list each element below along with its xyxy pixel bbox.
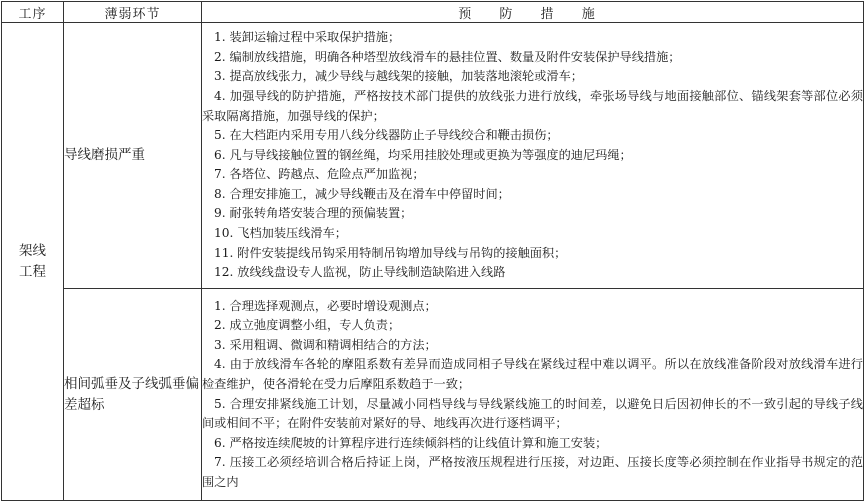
prevention-measures-table	[1, 1, 864, 501]
measure-item: 6. 严格按连续爬坡的计算程序进行连续倾斜档的让线值计算和施工安装；	[214, 435, 608, 450]
measure-item: 1. 合理选择观测点，必要时增设观测点；	[214, 298, 437, 313]
measure-item: 8. 合理安排施工，减少导线鞭击及在滑车中停留时间；	[214, 186, 510, 201]
weak-link-label: 相间弧垂及子线弧垂偏差超标	[64, 375, 199, 413]
measure-item: 7. 压接工必须经培训合格后持证上岗，严格按液压规程进行压接，对边距、压接长度等必须控制在作业指导书规定的范围之内	[202, 455, 863, 489]
measure-item: 6. 凡与导线接触位置的钢丝绳，均采用挂胶处理或更换为等强度的迪尼玛绳；	[214, 147, 632, 162]
header-weak-link: 薄弱环节	[64, 2, 202, 23]
measure-item: 2. 成立弛度调整小组，专人负责；	[214, 318, 401, 333]
measure-item: 3. 采用粗调、微调和精调相结合的方法；	[214, 337, 437, 352]
header-measures: 预 防 措 施	[202, 2, 864, 23]
weak-link-label: 导线磨损严重	[64, 147, 145, 163]
header-process: 工序	[2, 2, 64, 23]
process-name: 架线 工程	[19, 242, 46, 280]
measure-item: 2. 编制放线措施，明确各种塔型放线滑车的悬挂位置、数量及附件安装保护导线措施；	[214, 49, 681, 64]
measure-item: 12. 放线线盘设专人监视，防止导线制造缺陷进入线路	[214, 265, 506, 280]
measure-item: 4. 加强导线的防护措施，严格按技术部门提供的放线张力进行放线，牵张场导线与地面接触部位、锚线架套等部位必须采取隔离措施，加强导线的保护；	[202, 88, 863, 123]
table-row	[2, 23, 864, 289]
measure-item: 1. 装卸运输过程中采取保护措施；	[214, 30, 401, 45]
table-row	[2, 289, 864, 501]
measure-item: 9. 耐张转角塔安装合理的预偏装置；	[214, 206, 413, 221]
measure-item: 5. 在大档距内采用专用八线分线器防止子导线绞合和鞭击损伤；	[214, 128, 559, 143]
weak-link-cell	[64, 289, 202, 501]
measures-cell	[202, 289, 864, 501]
measure-item: 10. 飞档加装压线滑车；	[214, 226, 347, 241]
measure-item: 11. 附件安装提线吊钩采用特制吊钩增加导线与吊钩的接触面积；	[214, 245, 567, 260]
measures-cell	[202, 23, 864, 289]
measure-item: 3. 提高放线张力，减少导线与越线架的接触，加装落地滚轮或滑车；	[214, 69, 583, 84]
measure-item: 4. 由于放线滑车各轮的摩阻系数有差异而造成同相子导线在紧线过程中难以调平。所以在放线准备阶段对放线滑车进行检查维护，使各滑轮在受力后摩阻系数趋于一致；	[202, 357, 863, 391]
table-header-row	[2, 2, 864, 23]
process-cell	[2, 23, 64, 501]
weak-link-cell	[64, 23, 202, 289]
measure-item: 5. 合理安排紧线施工计划，尽量减小同档导线与导线紧线施工的时间差，以避免日后因初伸长的不一致引起的导线子线间或相间不平；在附件安装前对紧好的导、地线再次进行逐档调平；	[202, 396, 863, 431]
measure-item: 7. 各塔位、跨越点、危险点严加监视；	[214, 167, 425, 182]
